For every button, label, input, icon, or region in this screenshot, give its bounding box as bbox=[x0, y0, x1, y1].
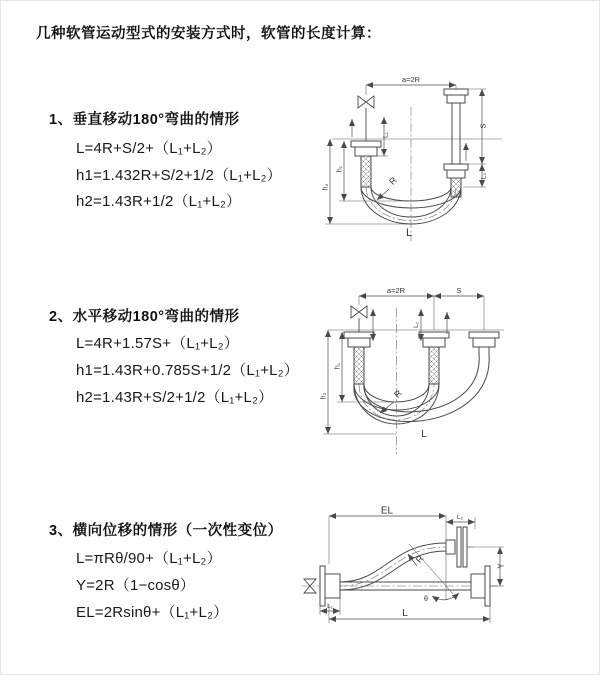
braided-hose-left bbox=[354, 347, 364, 384]
dim-a2r bbox=[366, 75, 456, 95]
label-a2r: a=2R bbox=[401, 75, 421, 84]
braided-hose-left bbox=[361, 156, 371, 187]
dim-el bbox=[329, 506, 446, 600]
label-r: R bbox=[413, 553, 426, 565]
dim-a2r bbox=[359, 286, 484, 330]
label-l1: L₁ bbox=[327, 603, 333, 610]
section2-heading: 2、水平移动180°弯曲的情形 bbox=[49, 309, 240, 325]
label-h1: h₁ bbox=[334, 362, 342, 370]
label-l-length: L bbox=[402, 608, 408, 619]
diagram-lateral-displacement bbox=[301, 504, 600, 636]
label-r: R bbox=[392, 388, 404, 400]
valve-icon bbox=[358, 96, 374, 141]
page-title: 几种软管运动型式的安装方式时，软管的长度计算： bbox=[36, 26, 381, 42]
hose-displaced-position bbox=[340, 543, 446, 590]
dim-l bbox=[329, 604, 490, 623]
section3-formula-L: L=πRθ/90+（L₁+L₂） bbox=[76, 550, 222, 567]
label-a2r: a=2R bbox=[386, 286, 406, 295]
label-s: S bbox=[456, 286, 462, 295]
label-l1: L₁ bbox=[413, 322, 420, 328]
section2-formula-h2: h2=1.43R+S/2+1/2（L₁+L₂） bbox=[76, 389, 274, 406]
dim-s bbox=[434, 286, 484, 296]
braided-hose-center bbox=[429, 347, 439, 384]
label-s: S bbox=[478, 123, 488, 129]
section1-formula-L: L=4R+S/2+（L₁+L₂） bbox=[76, 140, 222, 157]
diagram-vertical-movement bbox=[316, 69, 596, 261]
left-fitting bbox=[351, 141, 381, 187]
label-h2: h₂ bbox=[322, 183, 330, 191]
braided-hose-right bbox=[451, 178, 461, 197]
label-l2: L₂ bbox=[456, 514, 464, 521]
right-fitting bbox=[469, 332, 499, 354]
label-l2: L₂ bbox=[480, 172, 488, 180]
section2-formula-L: L=4R+1.57S+（L₁+L₂） bbox=[76, 335, 239, 352]
label-l-length: L bbox=[405, 227, 413, 239]
label-y: Y bbox=[496, 563, 506, 569]
section3-formula-EL: EL=2Rsinθ+（L₁+L₂） bbox=[76, 604, 229, 621]
section1-formula-h2: h2=1.43R+1/2（L₁+L₂） bbox=[76, 193, 242, 210]
label-el: EL bbox=[380, 505, 394, 517]
hose-u-bend-wide bbox=[354, 354, 489, 422]
center-fitting bbox=[419, 332, 449, 384]
diagram-horizontal-movement bbox=[314, 284, 599, 459]
label-h2: h₂ bbox=[320, 392, 328, 400]
label-r: R bbox=[387, 175, 399, 187]
left-fitting bbox=[320, 566, 340, 606]
valve-icon bbox=[351, 306, 367, 332]
section3-formula-Y: Y=2R（1−cosθ） bbox=[76, 577, 196, 594]
dim-s bbox=[468, 89, 488, 164]
section3-heading: 3、横向位移的情形（一次性变位） bbox=[49, 523, 283, 539]
section1-formula-h1: h1=1.432R+S/2+1/2（L₁+L₂） bbox=[76, 167, 282, 184]
label-h1: h₁ bbox=[336, 165, 344, 173]
left-fitting bbox=[344, 332, 374, 384]
right-pipe bbox=[444, 89, 468, 197]
label-l-length: L bbox=[421, 429, 427, 440]
label-l1: L₁ bbox=[382, 132, 390, 138]
section1-heading: 1、垂直移动180°弯曲的情形 bbox=[49, 112, 240, 128]
section2-formula-h1: h1=1.43R+0.785S+1/2（L₁+L₂） bbox=[76, 362, 299, 379]
label-theta: θ bbox=[424, 596, 428, 603]
